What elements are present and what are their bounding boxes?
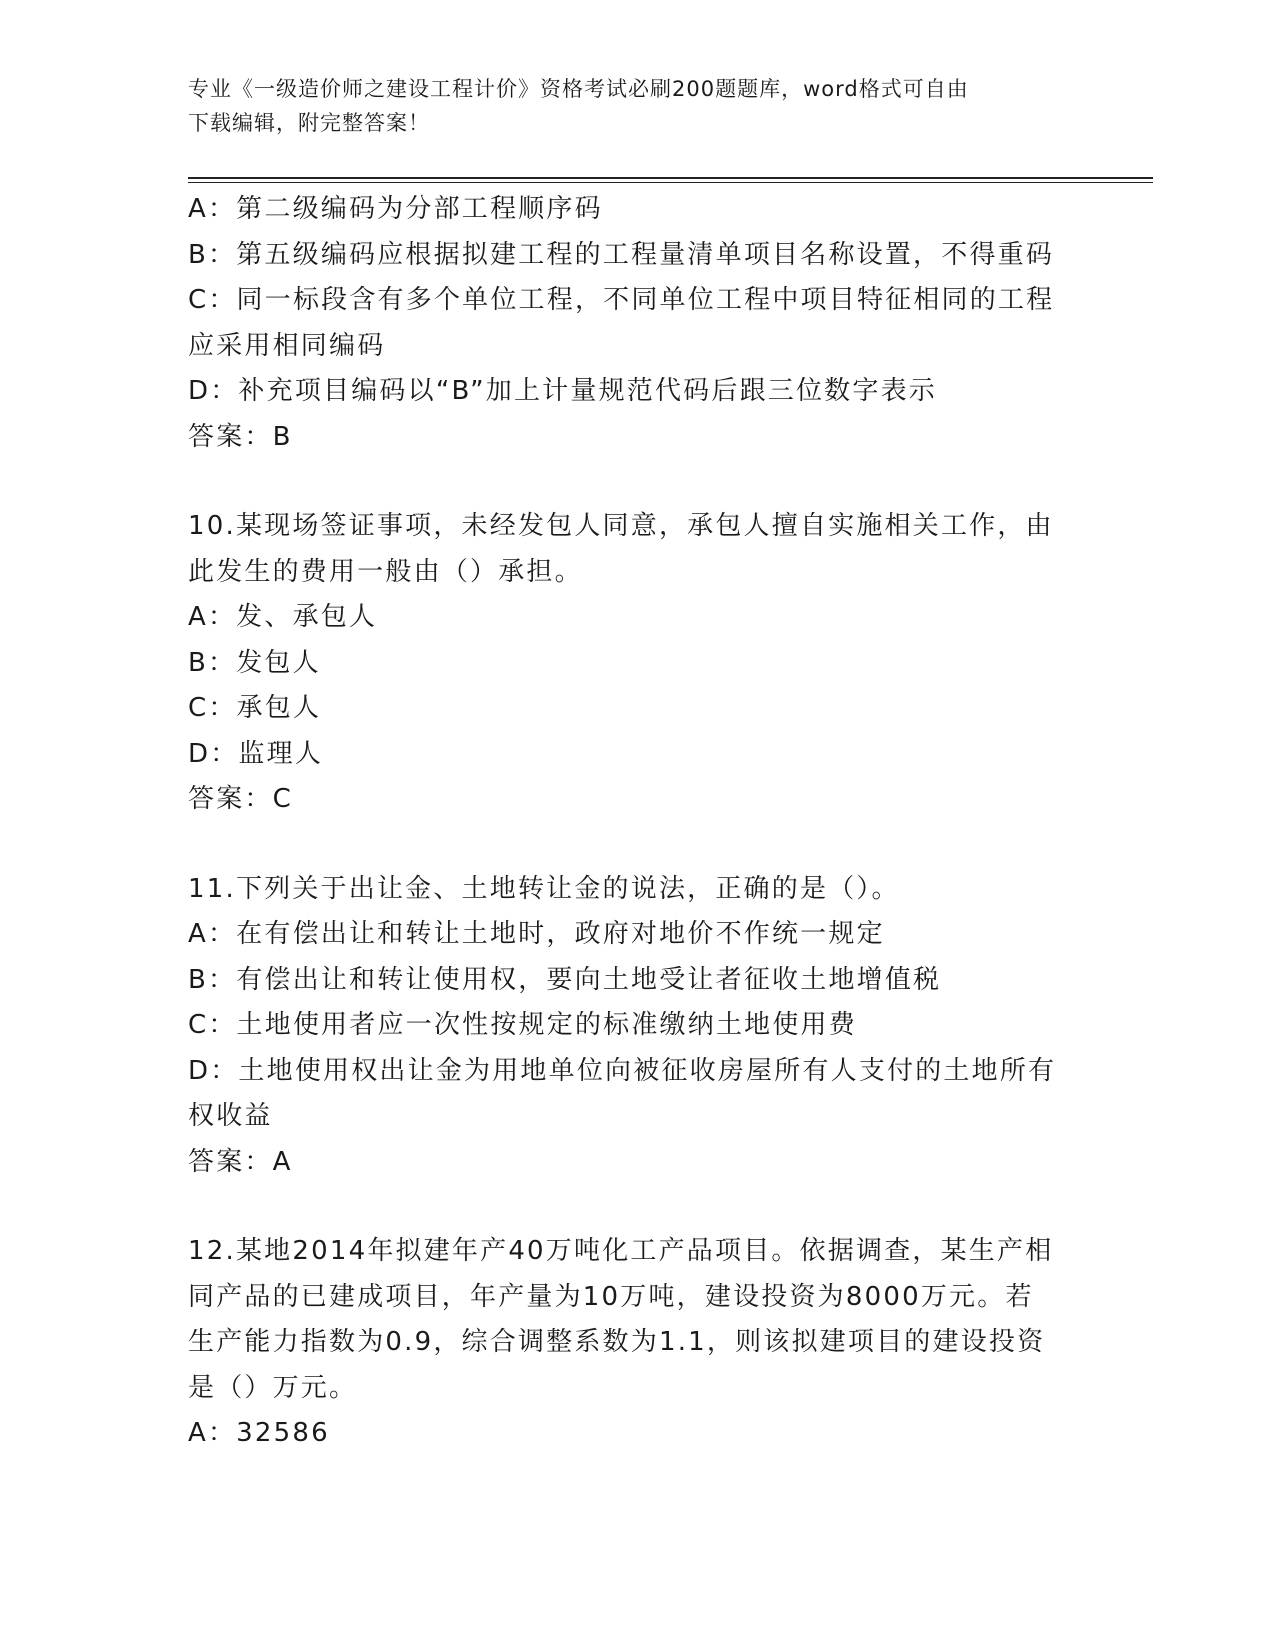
question-stem-continued: 此发生的费用一般由（）承担。: [188, 556, 583, 587]
option-c: C：土地使用者应一次性按规定的标准缴纳土地使用费: [188, 1010, 857, 1040]
answer: 答案：B: [188, 421, 293, 452]
option-d-continued: 权收益: [188, 1101, 273, 1131]
question-stem-continued: 同产品的已建成项目，年产量为10万吨，建设投资为8000万元。若: [188, 1281, 1034, 1312]
option-a: A：32586: [188, 1418, 330, 1448]
option-d: D：土地使用权出让金为用地单位向被征收房屋所有人支付的土地所有: [188, 1055, 1057, 1086]
question-11: [188, 867, 1088, 1186]
spacer: [188, 460, 1088, 504]
header-divider-thin: [188, 182, 1153, 183]
option-a: A：第二级编码为分部工程顺序码: [188, 194, 603, 224]
question-9: [188, 187, 1088, 460]
option-c: C：同一标段含有多个单位工程，不同单位工程中项目特征相同的工程: [188, 285, 1055, 315]
option-c: C：承包人: [188, 693, 322, 723]
option-b: B：发包人: [188, 647, 321, 678]
question-content: [188, 187, 1088, 1457]
option-b: B：第五级编码应根据拟建工程的工程量清单项目名称设置，不得重码: [188, 239, 1055, 270]
option-d: D：监理人: [188, 738, 324, 769]
answer: 答案：C: [188, 784, 293, 814]
question-stem-continued: 生产能力指数为0.9，综合调整系数为1.1，则该拟建项目的建设投资: [188, 1327, 1046, 1357]
spacer: [188, 1185, 1088, 1229]
option-d: D：补充项目编码以“B”加上计量规范代码后跟三位数字表示: [188, 376, 937, 406]
header-line-2: 下载编辑，附完整答案！: [188, 111, 430, 135]
question-12: [188, 1229, 1088, 1457]
header-line-1: 专业《一级造价师之建设工程计价》资格考试必刷200题题库，word格式可自由: [188, 77, 969, 101]
option-b: B：有偿出让和转让使用权，要向土地受让者征收土地增值税: [188, 964, 942, 995]
question-stem-continued: 是（）万元。: [188, 1372, 358, 1403]
question-stem: 10.某现场签证事项，未经发包人同意，承包人擅自实施相关工作，由: [188, 511, 1054, 541]
option-c-continued: 应采用相同编码: [188, 330, 386, 361]
header-divider-thick: [188, 177, 1153, 179]
question-10: [188, 504, 1088, 823]
spacer: [188, 823, 1088, 867]
question-stem: 12.某地2014年拟建年产40万吨化工产品项目。依据调查，某生产相: [188, 1236, 1054, 1266]
option-a: A：发、承包人: [188, 602, 378, 632]
option-a: A：在有偿出让和转让土地时，政府对地价不作统一规定: [188, 919, 885, 949]
question-stem: 11.下列关于出让金、土地转让金的说法，正确的是（）。: [188, 873, 900, 904]
answer: 答案：A: [188, 1146, 293, 1177]
document-header: [188, 72, 1068, 140]
